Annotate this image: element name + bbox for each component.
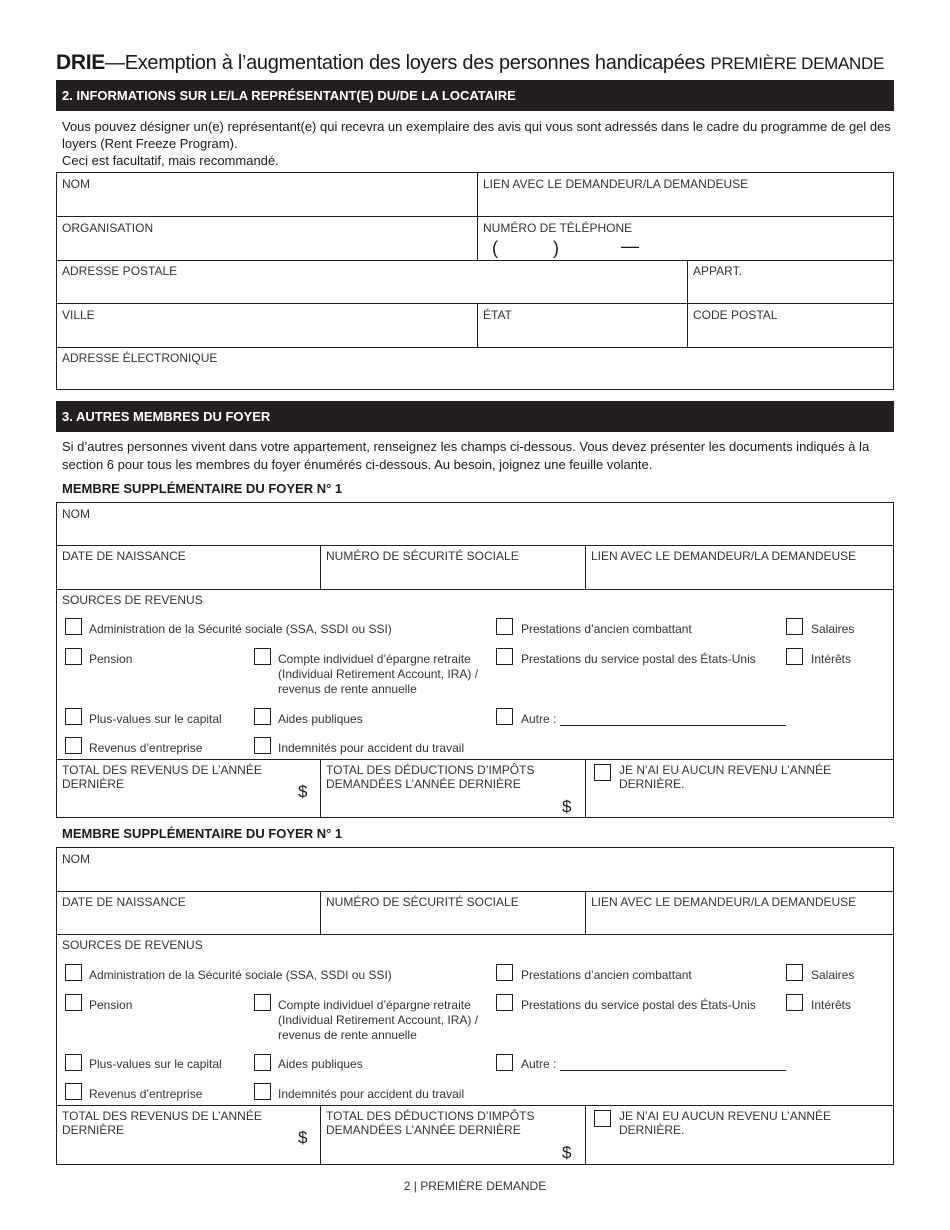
- member-1-business-checkbox[interactable]: [65, 737, 82, 754]
- member-1-workers-label: Indemnités pour accident du travail: [278, 741, 465, 755]
- rep-organisation-field[interactable]: ORGANISATION: [62, 221, 154, 235]
- phone-dash: —: [621, 236, 639, 256]
- page-footer: 2 | PREMIÈRE DEMANDE: [403, 1179, 547, 1193]
- member-2-deductions-currency: $: [562, 1143, 572, 1162]
- member-1-income-currency: $: [298, 782, 308, 801]
- member-2-postal-checkbox[interactable]: [496, 994, 513, 1011]
- member-1-name-field[interactable]: NOM: [62, 507, 90, 521]
- member-1-total-income-field[interactable]: TOTAL DES REVENUS DE L’ANNÉE DERNIÈRE: [62, 763, 262, 791]
- member-2-relation-field[interactable]: LIEN AVEC LE DEMANDEUR/LA DEMANDEUSE: [591, 895, 857, 909]
- form-subtitle: PREMIÈRE DEMANDE: [710, 54, 885, 73]
- member-1-wages-checkbox[interactable]: [786, 618, 803, 635]
- member-1-no-income-checkbox[interactable]: [594, 764, 611, 781]
- section-2-intro-line1: Vous pouvez désigner un(e) représentant(e) qui recevra un exemplaire des avis qui vous sont adressés dans le cadre du programme de gel des loyers (Rent Freeze Program).: [62, 119, 891, 151]
- rep-apt-field[interactable]: APPART.: [693, 264, 742, 278]
- member-2-capital-checkbox[interactable]: [65, 1054, 82, 1071]
- section-2-intro: [62, 118, 892, 169]
- member-1-dob-field[interactable]: DATE DE NAISSANCE: [62, 549, 186, 563]
- member-1-postal-checkbox[interactable]: [496, 648, 513, 665]
- member-1-no-income-label: JE N’AI EU AUCUN REVENU L’ANNÉE DERNIÈRE.: [619, 763, 832, 791]
- member-2-no-income-label: JE N’AI EU AUCUN REVENU L’ANNÉE DERNIÈRE.: [619, 1109, 832, 1137]
- member-2-ira-checkbox[interactable]: [254, 994, 271, 1011]
- member-1-postal-label: Prestations du service postal des États-Unis: [521, 652, 756, 666]
- member-2-heading: MEMBRE SUPPLÉMENTAIRE DU FOYER N° 1: [62, 826, 343, 841]
- member-2-total-income-field[interactable]: TOTAL DES REVENUS DE L’ANNÉE DERNIÈRE: [62, 1109, 262, 1137]
- member-1-other-input[interactable]: [560, 711, 786, 726]
- member-1-deductions-currency: $: [562, 797, 572, 816]
- member-1-ira-label: Compte individuel d’épargne retraite (Individual Retirement Account, IRA) / revenus de rente annuelle: [278, 652, 479, 696]
- rep-name-field[interactable]: NOM: [62, 177, 90, 191]
- page-title: [56, 50, 916, 77]
- member-2-income-sources-label: SOURCES DE REVENUS: [62, 938, 203, 952]
- member-1-income-sources-label: SOURCES DE REVENUS: [62, 593, 203, 607]
- member-1-other-checkbox[interactable]: [496, 708, 513, 725]
- member-2-veteran-checkbox[interactable]: [496, 964, 513, 981]
- member-1-veteran-checkbox[interactable]: [496, 618, 513, 635]
- member-2-ssa-label: Administration de la Sécurité sociale (SSA, SSDI ou SSI): [89, 968, 392, 982]
- section-3-intro: Si d’autres personnes vivent dans votre appartement, renseignez les champs ci-dessous. Vous devez présenter les documents indiqués à la section 6 pour tous les membres du foyer énumérés ci-dessous. Au besoin, joignez une feuille volante.: [62, 439, 870, 472]
- rep-relation-field[interactable]: LIEN AVEC LE DEMANDEUR/LA DEMANDEUSE: [483, 177, 749, 191]
- member-2-other-input[interactable]: [560, 1056, 786, 1071]
- member-2-other-label: Autre :: [521, 1057, 557, 1071]
- member-2-workers-label: Indemnités pour accident du travail: [278, 1087, 465, 1101]
- member-2-pension-checkbox[interactable]: [65, 994, 82, 1011]
- member-1-public-checkbox[interactable]: [254, 708, 271, 725]
- member-1-other-label: Autre :: [521, 712, 557, 726]
- member-2-pension-label: Pension: [89, 998, 133, 1012]
- member-1-veteran-label: Prestations d’ancien combattant: [521, 622, 692, 636]
- member-2-name-field[interactable]: NOM: [62, 852, 90, 866]
- member-1-total-deductions-field[interactable]: TOTAL DES DÉDUCTIONS D’IMPÔTS DEMANDÉES L’ANNÉE DERNIÈRE: [326, 763, 535, 791]
- phone-paren-open: (: [492, 238, 498, 258]
- rep-city-field[interactable]: VILLE: [62, 308, 95, 322]
- member-1-business-label: Revenus d’entreprise: [89, 741, 203, 755]
- member-2-wages-checkbox[interactable]: [786, 964, 803, 981]
- member-1-relation-field[interactable]: LIEN AVEC LE DEMANDEUR/LA DEMANDEUSE: [591, 549, 857, 563]
- member-2-business-label: Revenus d’entreprise: [89, 1087, 203, 1101]
- member-2-business-checkbox[interactable]: [65, 1083, 82, 1100]
- member-2-workers-checkbox[interactable]: [254, 1083, 271, 1100]
- member-2-wages-label: Salaires: [811, 968, 855, 982]
- member-2-ira-label: Compte individuel d’épargne retraite (Individual Retirement Account, IRA) / revenus de rente annuelle: [278, 998, 479, 1042]
- member-1-heading: MEMBRE SUPPLÉMENTAIRE DU FOYER N° 1: [62, 481, 343, 496]
- rep-address-field[interactable]: ADRESSE POSTALE: [62, 264, 178, 278]
- member-2-interest-label: Intérêts: [811, 998, 852, 1012]
- member-2-interest-checkbox[interactable]: [786, 994, 803, 1011]
- member-1-ssn-field[interactable]: NUMÉRO DE SÉCURITÉ SOCIALE: [326, 549, 519, 563]
- member-1-wages-label: Salaires: [811, 622, 855, 636]
- member-2-public-checkbox[interactable]: [254, 1054, 271, 1071]
- member-1-capital-label: Plus-values sur le capital: [89, 712, 222, 726]
- member-1-pension-checkbox[interactable]: [65, 648, 82, 665]
- member-2-no-income-checkbox[interactable]: [594, 1110, 611, 1127]
- section-3-header: 3. AUTRES MEMBRES DU FOYER: [56, 401, 894, 432]
- member-1-pension-label: Pension: [89, 652, 133, 666]
- member-2-postal-label: Prestations du service postal des États-Unis: [521, 998, 756, 1012]
- member-2-public-label: Aides publiques: [278, 1057, 363, 1071]
- member-2-dob-field[interactable]: DATE DE NAISSANCE: [62, 895, 186, 909]
- member-1-public-label: Aides publiques: [278, 712, 363, 726]
- member-1-capital-checkbox[interactable]: [65, 708, 82, 725]
- member-2-veteran-label: Prestations d’ancien combattant: [521, 968, 692, 982]
- form-code: DRIE: [56, 51, 105, 74]
- member-1-ssa-checkbox[interactable]: [65, 618, 82, 635]
- section-2-intro-line2: Ceci est facultatif, mais recommandé.: [62, 153, 279, 168]
- member-2-ssn-field[interactable]: NUMÉRO DE SÉCURITÉ SOCIALE: [326, 895, 519, 909]
- member-1-workers-checkbox[interactable]: [254, 737, 271, 754]
- member-2-ssa-checkbox[interactable]: [65, 964, 82, 981]
- rep-email-field[interactable]: ADRESSE ÉLECTRONIQUE: [62, 351, 218, 365]
- section-2-header: 2. INFORMATIONS SUR LE/LA REPRÉSENTANT(E) DU/DE LA LOCATAIRE: [56, 80, 894, 111]
- rep-state-field[interactable]: ÉTAT: [483, 308, 512, 322]
- rep-phone-field[interactable]: NUMÉRO DE TÉLÉPHONE: [483, 221, 633, 235]
- member-1-ssa-label: Administration de la Sécurité sociale (SSA, SSDI ou SSI): [89, 622, 392, 636]
- member-2-other-checkbox[interactable]: [496, 1054, 513, 1071]
- rep-zip-field[interactable]: CODE POSTAL: [693, 308, 778, 322]
- member-1-ira-checkbox[interactable]: [254, 648, 271, 665]
- phone-paren-close: ): [553, 238, 559, 258]
- member-2-capital-label: Plus-values sur le capital: [89, 1057, 222, 1071]
- title-dash: —: [104, 52, 125, 74]
- form-title: Exemption à l’augmentation des loyers des personnes handicapées: [124, 52, 706, 74]
- member-2-income-currency: $: [298, 1128, 308, 1147]
- member-1-interest-checkbox[interactable]: [786, 648, 803, 665]
- member-1-interest-label: Intérêts: [811, 652, 852, 666]
- member-2-total-deductions-field[interactable]: TOTAL DES DÉDUCTIONS D’IMPÔTS DEMANDÉES L’ANNÉE DERNIÈRE: [326, 1109, 535, 1137]
